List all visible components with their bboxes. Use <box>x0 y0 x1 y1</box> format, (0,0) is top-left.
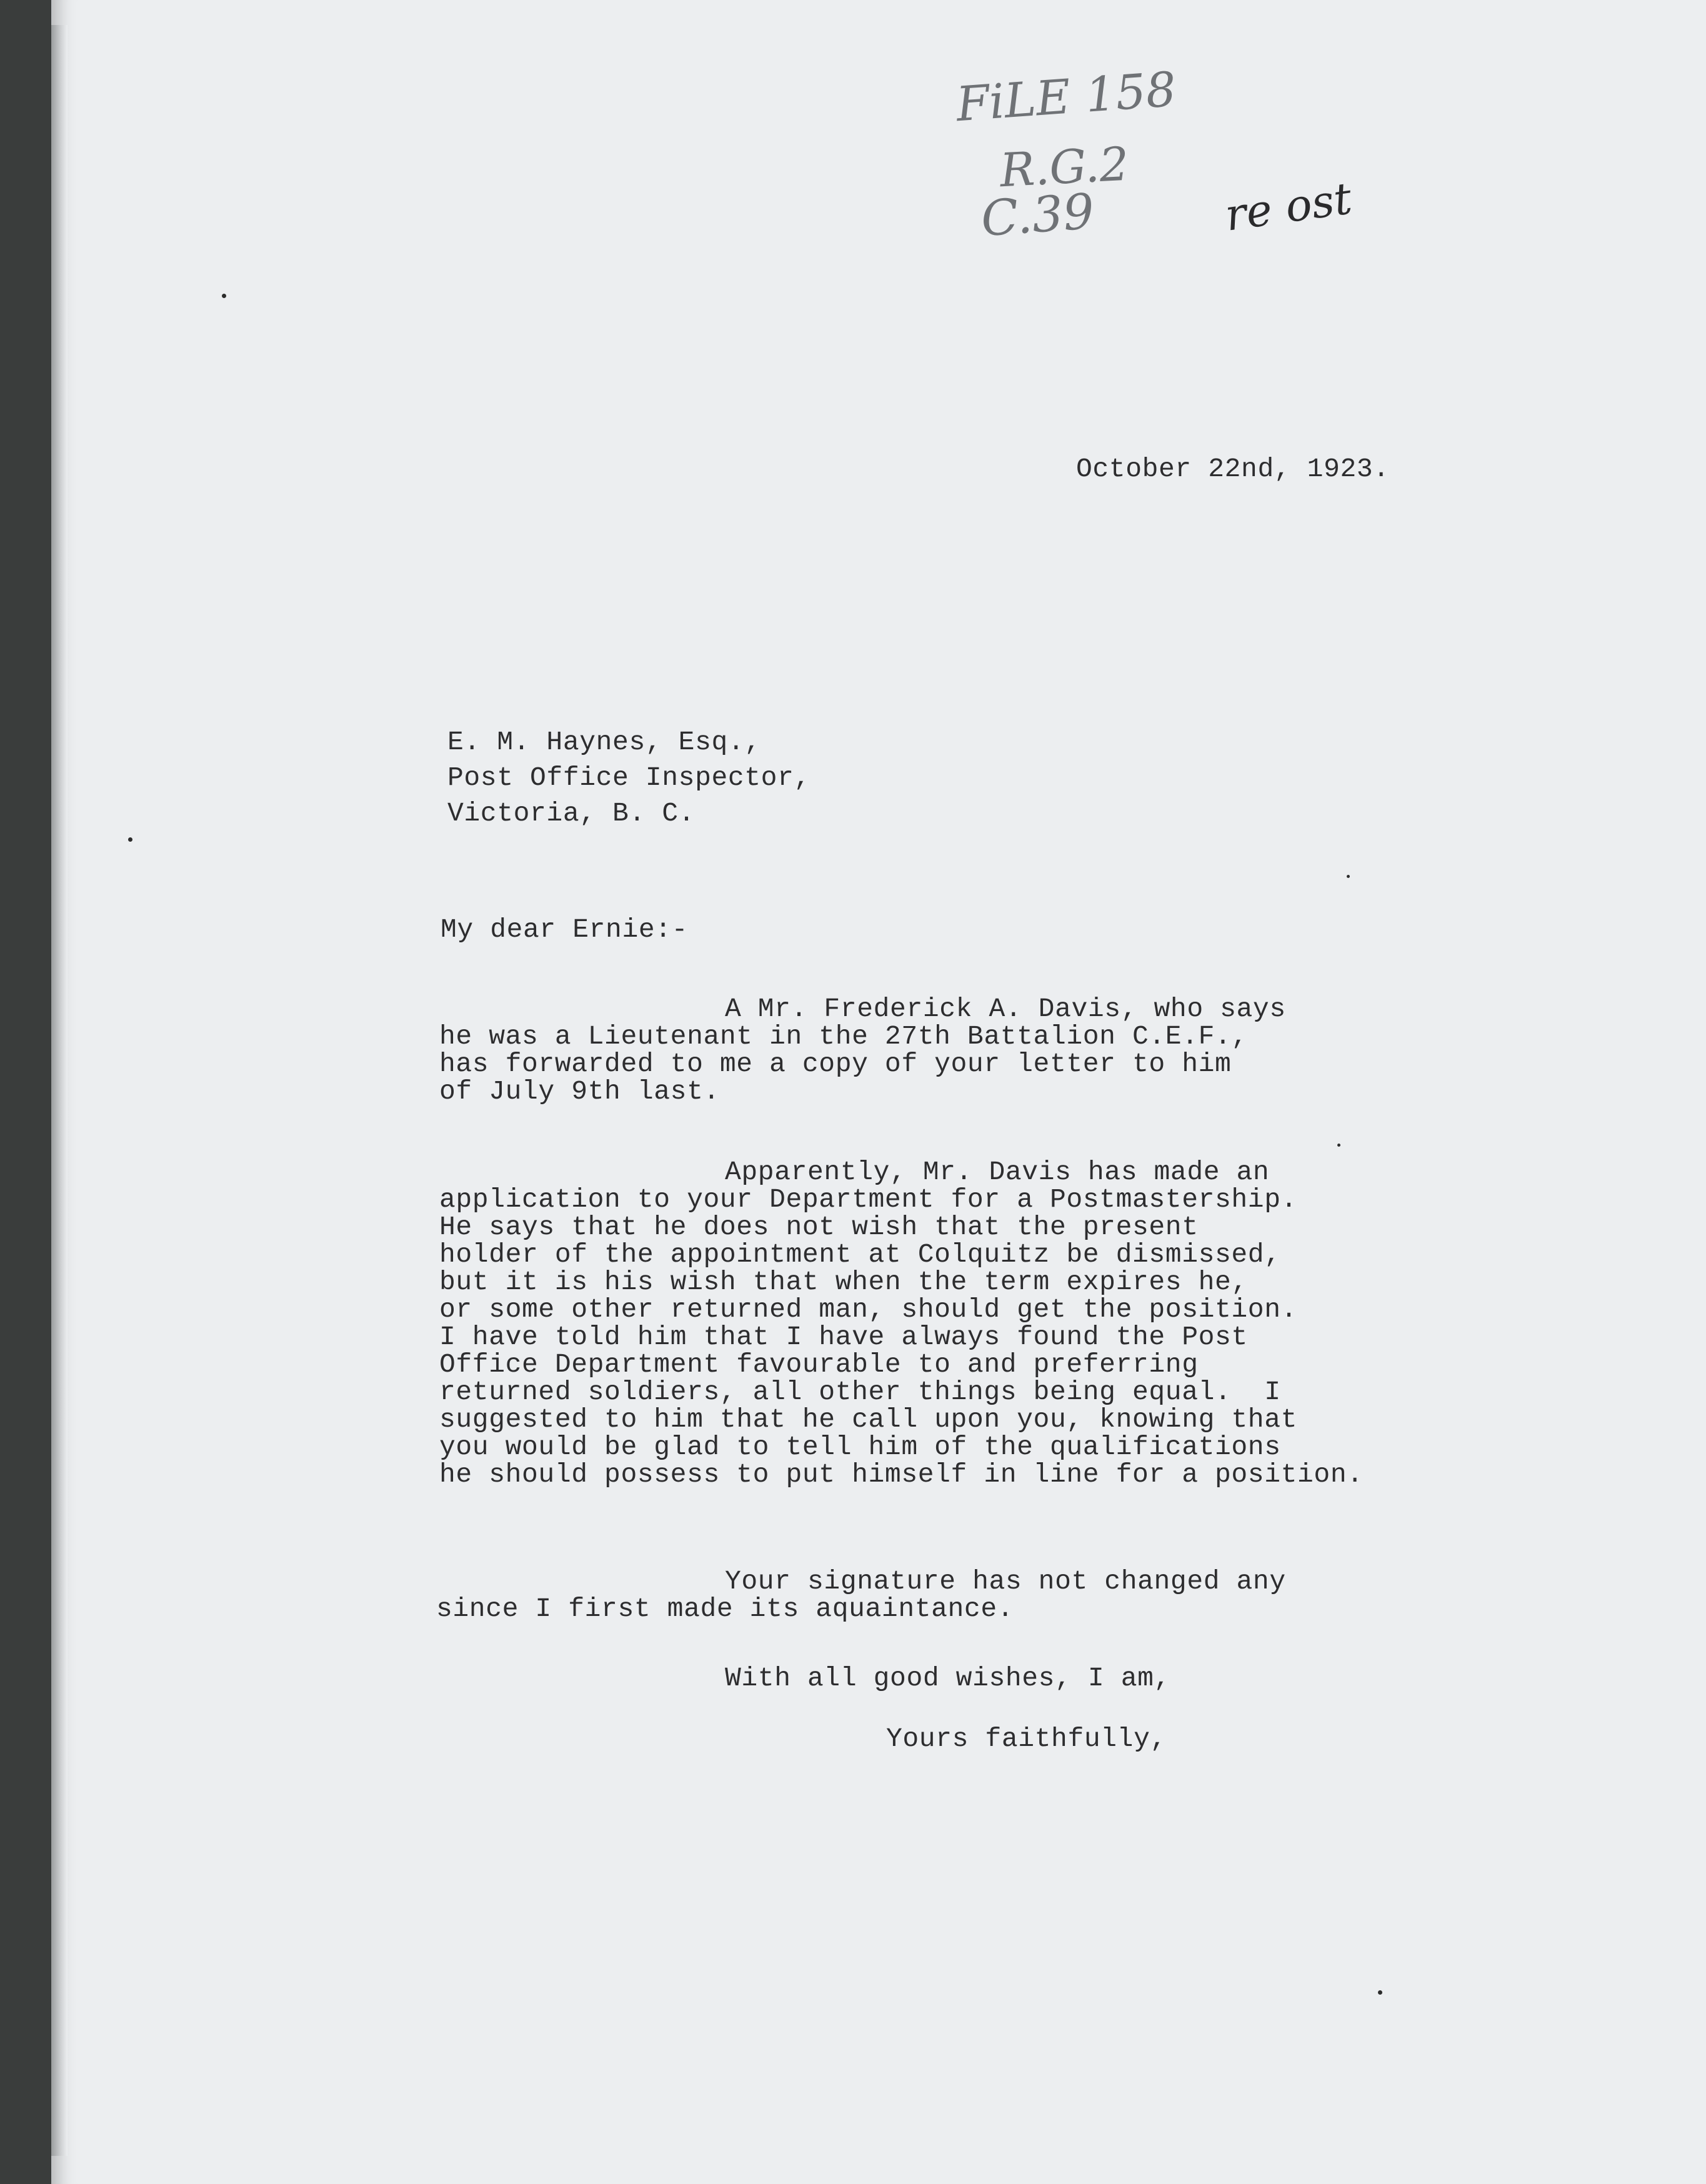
salutation: My dear Ernie:- <box>441 914 689 945</box>
paragraph-line: suggested to him that he call upon you, knowing that <box>439 1404 1298 1435</box>
volume-annotation: C.39 <box>979 183 1096 248</box>
closing-line: With all good wishes, I am, <box>725 1663 1170 1693</box>
re-annotation: re ost <box>1222 172 1355 241</box>
ink-speck <box>1378 1990 1382 1995</box>
address-line: Post Office Inspector, <box>447 762 811 793</box>
letter-page <box>51 0 1706 2184</box>
paragraph-line: Apparently, Mr. Davis has made an <box>725 1157 1270 1187</box>
paragraph-line: he was a Lieutenant in the 27th Battalion C.E.F., <box>439 1021 1248 1052</box>
ink-speck <box>128 837 132 842</box>
page-left-edge <box>51 25 67 2156</box>
paragraph-line: but it is his wish that when the term expires he, <box>439 1267 1248 1297</box>
paragraph-line: returned soldiers, all other things being equal. I <box>439 1377 1281 1407</box>
paragraph-line: He says that he does not wish that the present <box>439 1212 1199 1242</box>
paragraph-line: you would be glad to tell him of the qualifications <box>439 1432 1281 1462</box>
complimentary-close: Yours faithfully, <box>886 1723 1167 1754</box>
paragraph-line: holder of the appointment at Colquitz be dismissed, <box>439 1239 1281 1270</box>
paragraph-line: since I first made its aquaintance. <box>436 1593 1014 1624</box>
letter-date: October 22nd, 1923. <box>1076 454 1390 484</box>
paragraph-line: he should possess to put himself in line for a position. <box>439 1459 1364 1490</box>
ink-speck <box>222 294 226 298</box>
paragraph-line: I have told him that I have always found the Post <box>439 1322 1248 1352</box>
file-number-annotation: FiLE 158 <box>954 61 1178 132</box>
paragraph-line: of July 9th last. <box>439 1076 720 1107</box>
paragraph-line: Office Department favourable to and preferring <box>439 1349 1199 1380</box>
address-line: Victoria, B. C. <box>447 798 696 829</box>
paragraph-line: A Mr. Frederick A. Davis, who says <box>725 994 1286 1024</box>
ink-speck <box>1347 875 1350 878</box>
ink-speck <box>1337 1144 1340 1147</box>
paragraph-line: application to your Department for a Postmastership. <box>439 1184 1298 1215</box>
paragraph-line: has forwarded to me a copy of your letter to him <box>439 1049 1232 1079</box>
record-group-annotation: R.G.2 <box>998 137 1130 198</box>
address-line: E. M. Haynes, Esq., <box>447 727 761 757</box>
paragraph-line: or some other returned man, should get the position. <box>439 1294 1298 1325</box>
paragraph-line: Your signature has not changed any <box>725 1566 1286 1597</box>
